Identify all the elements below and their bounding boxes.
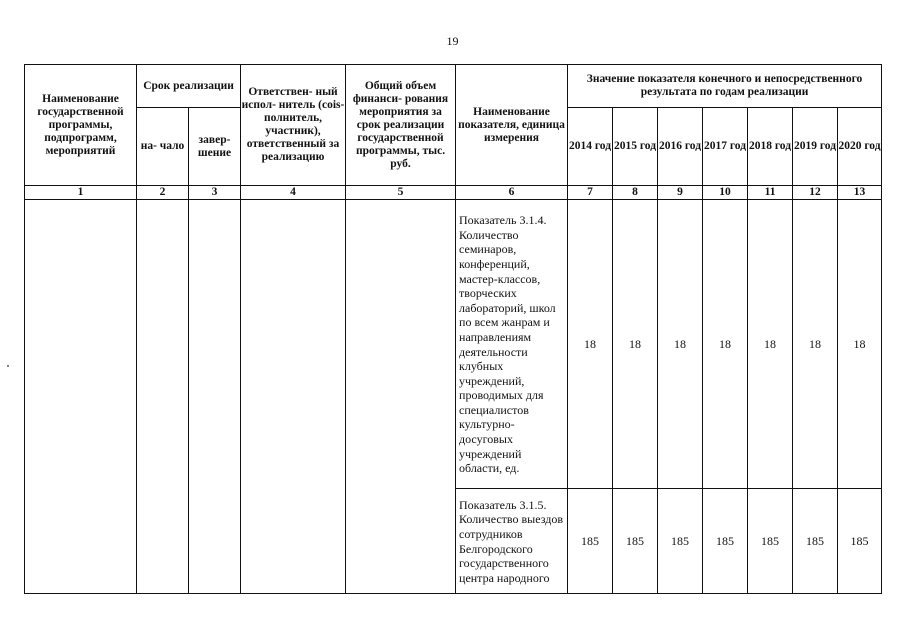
header-year: 2015 год xyxy=(613,108,658,186)
header-year: 2017 год xyxy=(703,108,748,186)
value-cell: 18 xyxy=(793,200,838,489)
value-cell: 185 xyxy=(838,489,882,594)
column-number: 2 xyxy=(137,186,189,200)
header-year: 2016 год xyxy=(658,108,703,186)
value-cell: 185 xyxy=(748,489,793,594)
column-number: 3 xyxy=(189,186,241,200)
value-cell: 185 xyxy=(793,489,838,594)
column-number: 13 xyxy=(838,186,882,200)
column-number: 9 xyxy=(658,186,703,200)
header-indicator: Наименование показателя, единица измерения xyxy=(456,65,568,186)
value-cell: 185 xyxy=(613,489,658,594)
header-year: 2014 год xyxy=(568,108,613,186)
header-start: на- чало xyxy=(137,108,189,186)
value-cell: 185 xyxy=(658,489,703,594)
page-number: 19 xyxy=(446,34,459,48)
table-row xyxy=(25,200,882,489)
header-volume: Общий объем финанси- рования мероприятия за срок реализации государственной программы, тыс. руб. xyxy=(346,65,456,186)
header-name: Наименование государственной программы, подпрограмм, мероприятий xyxy=(25,65,137,186)
value-cell: 18 xyxy=(838,200,882,489)
header-term: Срок реализации xyxy=(137,65,241,108)
empty-cell xyxy=(137,200,189,594)
header-value-group: Значение показателя конечного и непосредственного результата по годам реализации xyxy=(568,65,882,108)
empty-cell xyxy=(346,200,456,594)
column-number: 8 xyxy=(613,186,658,200)
column-number: 11 xyxy=(748,186,793,200)
header-year: 2020 год xyxy=(838,108,882,186)
value-cell: 18 xyxy=(613,200,658,489)
column-number: 6 xyxy=(456,186,568,200)
empty-cell xyxy=(241,200,346,594)
column-number: 10 xyxy=(703,186,748,200)
value-cell: 18 xyxy=(748,200,793,489)
indicator-cell: Показатель 3.1.4. Количество семинаров, конференций, мастер-классов, творческих лабораторий, школ по всем жанрам и направлениям деятельности клубных учреждений, проводимых для специалистов культурно-досуговых учреждений области, ед. xyxy=(456,200,568,489)
indicator-cell: Показатель 3.1.5. Количество выездов сотрудников Белгородского государственного центра народного xyxy=(456,489,568,594)
column-number: 4 xyxy=(241,186,346,200)
indicators-table xyxy=(24,64,882,594)
empty-cell xyxy=(189,200,241,594)
value-cell: 185 xyxy=(568,489,613,594)
column-number: 5 xyxy=(346,186,456,200)
column-number: 1 xyxy=(25,186,137,200)
value-cell: 18 xyxy=(658,200,703,489)
column-number: 12 xyxy=(793,186,838,200)
header-year: 2019 год xyxy=(793,108,838,186)
value-cell: 18 xyxy=(703,200,748,489)
value-cell: 185 xyxy=(703,489,748,594)
value-cell: 18 xyxy=(568,200,613,489)
empty-cell xyxy=(25,200,137,594)
column-number: 7 xyxy=(568,186,613,200)
header-end: завер- шение xyxy=(189,108,241,186)
scan-artifact-dot xyxy=(7,365,9,367)
header-responsible: Ответствен- ный испол- нитель (сois- полнитель, участник), ответственный за реализацию xyxy=(241,65,346,186)
header-year: 2018 год xyxy=(748,108,793,186)
